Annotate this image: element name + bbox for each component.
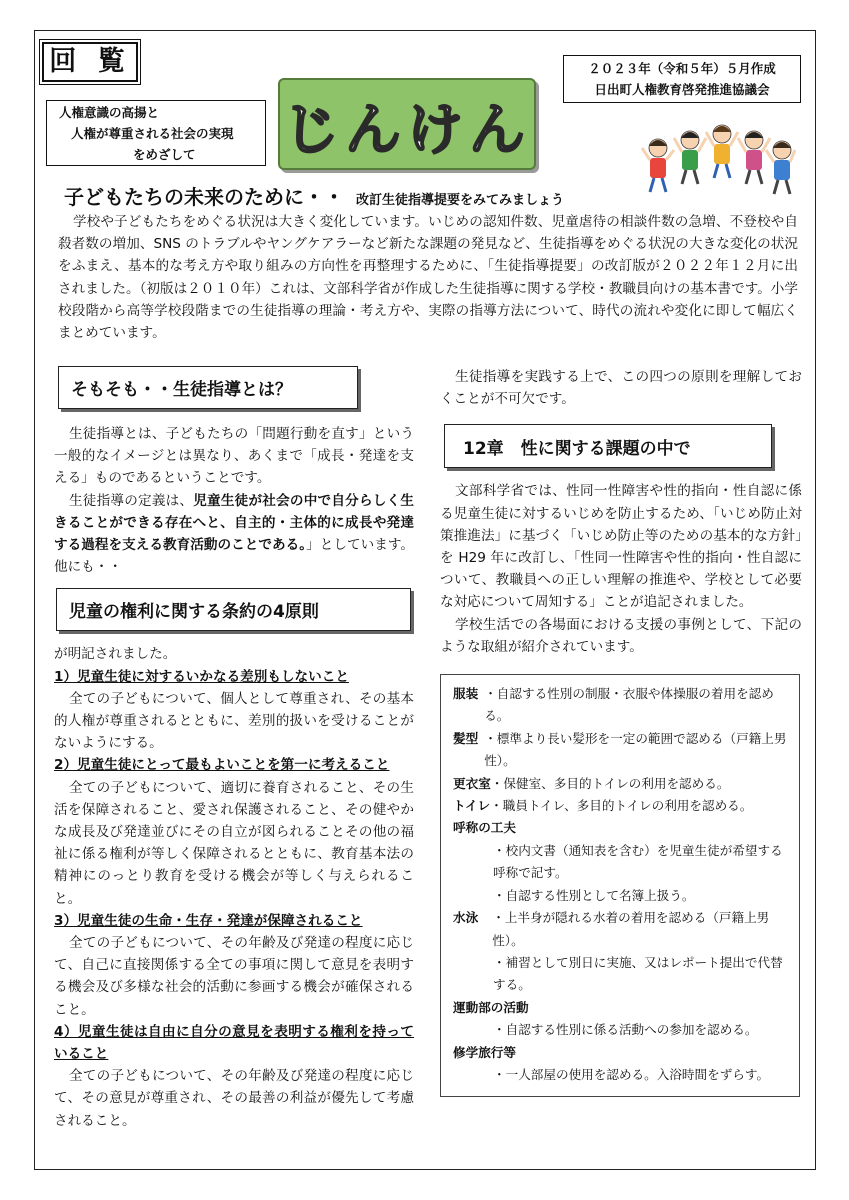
principle-2-body: 全ての子どもについて、適切に養育されること、その生活を保障されること、愛され保護されること、その健やかな成長及び発達並びにその自立が図られることその他の福祉に係る権利が等しく保障されるとともに、教育基本法の精神にのっとり教育を受ける機会が等しく与えられること。 xyxy=(54,779,414,907)
measure-club-text: ・自認する性別に係る活動への参加を認める。 xyxy=(493,1022,758,1038)
guidance-paragraph-1: 生徒指導とは、子どもたちの「問題行動を直す」という一般的なイメージとは異なり、あくまで「成長・発達を支える」ものであるということです。 xyxy=(54,426,414,487)
issued-box xyxy=(563,55,801,103)
definition-intro: 生徒指導の定義は、 xyxy=(68,492,194,509)
measure-clothing-text: ・自認する性別の制服・衣服や体操服の着用を認める。 xyxy=(484,686,774,724)
support-measures-box xyxy=(440,674,800,1097)
guidance-paragraph-2 xyxy=(54,490,414,579)
chapter12-paragraph-1: 文部科学省では、性同一性障害や性的指向・性自認に係る児童生徒に対するいじめを防止するため、「いじめ防止対策推進法」に基づく「いじめ防止等のための基本的な方針」を H29 年に改訂し、「性同一性障害や性的指向・性自認について、教職員への正しい理解の推進や、学校として必要な対応について周知する」ことが追記されました。 xyxy=(440,483,802,611)
principle-3-body: 全ての子どもについて、その年齢及び発達の程度に応じて、自己に直接関係する全ての事項に関して意見を表明する機会及び多様な社会的活動に参画する機会が確保されること。 xyxy=(54,935,414,1018)
measure-toilet-text: ・職員トイレ、多目的トイレの利用を認める。 xyxy=(490,798,753,814)
measure-swimming-label: 水泳 xyxy=(453,910,479,926)
measure-naming-label: 呼称の工夫 xyxy=(453,820,516,836)
child-figure-5 xyxy=(766,141,795,194)
issued-date: ２０２３年（令和５年）５月作成 xyxy=(588,61,776,76)
measure-toilet xyxy=(453,795,789,817)
child-figure-4 xyxy=(738,131,770,184)
child-figure-2 xyxy=(674,131,706,184)
slogan-box xyxy=(46,100,266,166)
principle-4-title: 4）児童生徒は自由に自分の意見を表明する権利を持っていること xyxy=(54,1023,414,1063)
measure-swimming-item-2: ・補習として別日に実施、又はレポート提出で代替する。 xyxy=(493,954,783,993)
measure-naming-item-1: ・校内文書（通知表を含む）を児童生徒が希望する呼称で記す。 xyxy=(493,842,783,881)
left-column xyxy=(54,366,414,1132)
children-cheering-illustration xyxy=(638,118,796,198)
right-column xyxy=(440,366,802,1097)
principle-4-body: 全ての子どもについて、その年齢及び発達の程度に応じて、その意見が尊重され、その最善の利益が優先して考慮されること。 xyxy=(54,1068,414,1129)
measure-changing-room xyxy=(453,773,789,795)
heading-what-is-guidance: そもそも・・生徒指導とは？ xyxy=(58,366,358,409)
measure-toilet-label: トイレ xyxy=(453,798,491,814)
principles-intro: が明記されました。 xyxy=(54,646,177,663)
lead-paragraph: 学校や子どもたちをめぐる状況は大きく変化しています。いじめの認知件数、児童虐待の相談件数の急増、不登校や自殺者数の増加、SNS のトラブルやヤングケアラーなど新たな課題の発見など、生徒指導をめぐる状況の大きな変化の状況をふまえ、基本的な考え方や取り組みの方向性を再整理するために、「生徒指導提要」の改訂版が２０２２年１２月に出されました。（初版は２０１０年）これは、文部科学省が作成した生徒指導に関する学校・教職員向けの基本書です。小学校段階から高等学校段階までの生徒指導の理論・考え方や、実際の指導方法について、時代の流れや変化に即して幅広くまとめています。 xyxy=(58,214,798,342)
circulation-stamp: 回 覧 xyxy=(42,42,138,82)
principles-conclusion: 生徒指導を実践する上で、この四つの原則を理解しておくことが不可欠です。 xyxy=(440,369,802,408)
heading-chapter-12: 12章 性に関する課題の中で xyxy=(444,424,772,468)
slogan-line-2: 人権が尊重される社会の実現 xyxy=(71,126,234,141)
slogan-line-3: をめざして xyxy=(133,147,196,162)
chapter12-paragraph-2: 学校生活での各場面における支援の事例として、下記のような取組が紹介されています。 xyxy=(440,616,802,655)
measure-hairstyle-text: ・標準より長い髪形を一定の範囲で認める（戸籍上男性）。 xyxy=(484,730,787,769)
measure-swimming-item-1: ・上半身が隠れる水着の着用を認める（戸籍上男性）。 xyxy=(492,910,770,948)
measure-school-trip-text: ・一人部屋の使用を認める。入浴時間をずらす。 xyxy=(493,1066,770,1082)
measure-naming-item-2: ・自認する性別として名簿上扱う。 xyxy=(493,887,695,903)
measure-changing-room-label: 更衣室 xyxy=(453,775,491,791)
issuer-name: 日出町人権教育啓発推進協議会 xyxy=(594,82,770,97)
measure-swimming xyxy=(453,907,789,952)
definition-bold: 児童生徒が社会の中で自分らしく生きることができる存在へと、自主的・主体的に成長や発達する過程を支える教育活動のことである。 xyxy=(54,492,415,554)
definition-outro: 」としています。他にも・・ xyxy=(54,537,414,576)
headline-sub: 改訂生徒指導提要をみてみましょう xyxy=(356,193,565,208)
principle-1-title: 1）児童生徒に対するいかなる差別もしないこと xyxy=(54,668,349,685)
child-figure-3 xyxy=(706,125,738,178)
measure-school-trip-label: 修学旅行等 xyxy=(453,1044,516,1060)
principle-2-title: 2）児童生徒にとって最もよいことを第一に考えること xyxy=(54,757,390,774)
principle-1-body: 全ての子どもについて、個人として尊重され、その基本的人権が尊重されるとともに、差別的扱いを受けることがないようにする。 xyxy=(54,690,414,752)
child-figure-1 xyxy=(642,139,674,192)
main-headline xyxy=(64,181,564,210)
measure-clothing xyxy=(453,683,789,728)
measure-changing-room-text: ・保健室、多目的トイレの利用を認める。 xyxy=(490,775,730,791)
measure-club-label: 運動部の活動 xyxy=(453,999,529,1015)
newsletter-title: じんけん xyxy=(283,98,531,163)
measure-hairstyle xyxy=(453,728,789,773)
principle-3-title: 3）児童生徒の生命・生存・発達が保障されること xyxy=(54,912,363,929)
title-banner xyxy=(278,78,536,170)
slogan-line-1: 人権意識の高揚と xyxy=(59,105,160,120)
measure-clothing-label: 服装 xyxy=(453,686,479,702)
measure-hairstyle-label: 髪型 xyxy=(453,730,479,746)
heading-four-principles: 児童の権利に関する条約の4原則 xyxy=(56,588,411,631)
headline-main: 子どもたちの未来のために・・ xyxy=(64,185,344,209)
